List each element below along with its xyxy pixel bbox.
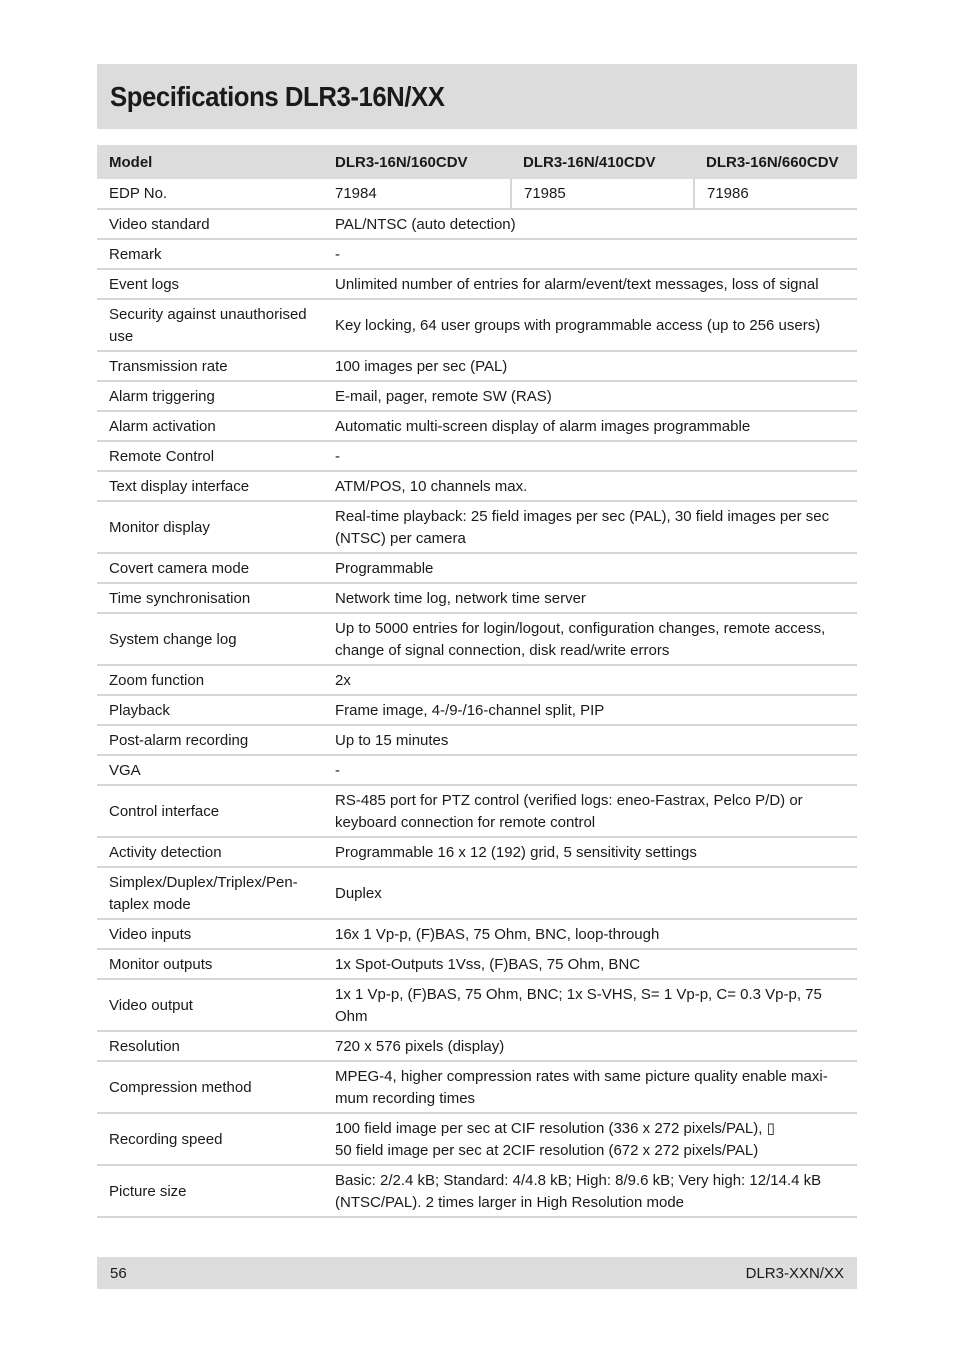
row-label: Video standard	[97, 209, 323, 239]
row-value: Real-time playback: 25 field images per sec (PAL), 30 field images per sec (NTSC) per camera	[323, 501, 857, 553]
table-row	[97, 837, 857, 867]
spec-table	[97, 145, 857, 1218]
row-value: 100 field image per sec at CIF resolution (336 x 272 pixels/PAL), ▯ 50 field image per sec at 2CIF resolution (672 x 272 pixels/PAL)	[323, 1113, 857, 1165]
row-value: 16x 1 Vp-p, (F)BAS, 75 Ohm, BNC, loop-through	[323, 919, 857, 949]
row-value: -	[323, 239, 857, 269]
table-row	[97, 1165, 857, 1217]
row-value: Key locking, 64 user groups with programmable access (up to 256 users)	[323, 299, 857, 351]
table-row-edp	[97, 179, 857, 209]
table-row	[97, 553, 857, 583]
table-row	[97, 867, 857, 919]
edp-value-410cdv: 71985	[511, 179, 694, 209]
row-label: Text display interface	[97, 471, 323, 501]
row-label: Covert camera mode	[97, 553, 323, 583]
row-label: Control interface	[97, 785, 323, 837]
row-value: -	[323, 441, 857, 471]
row-value: Basic: 2/2.4 kB; Standard: 4/4.8 kB; High: 8/9.6 kB; Very high: 12/14.4 kB (NTSC/PAL). 2 times larger in High Resolution mode	[323, 1165, 857, 1217]
header-model: Model	[97, 145, 323, 179]
row-label: System change log	[97, 613, 323, 665]
row-value: 1x Spot-Outputs 1Vss, (F)BAS, 75 Ohm, BNC	[323, 949, 857, 979]
row-label: Simplex/Duplex/Triplex/Pen-taplex mode	[97, 867, 323, 919]
edp-value-660cdv: 71986	[694, 179, 857, 209]
row-value: RS-485 port for PTZ control (verified logs: eneo-Fastrax, Pelco P/D) or keyboard connection for remote control	[323, 785, 857, 837]
row-label: EDP No.	[97, 179, 323, 209]
header-model-160cdv: DLR3-16N/160CDV	[323, 145, 511, 179]
table-header-row	[97, 145, 857, 179]
row-value: Automatic multi-screen display of alarm images programmable	[323, 411, 857, 441]
row-label: Zoom function	[97, 665, 323, 695]
row-label: Alarm triggering	[97, 381, 323, 411]
table-row	[97, 1113, 857, 1165]
row-value: Duplex	[323, 867, 857, 919]
document-name: DLR3-XXN/XX	[745, 1264, 844, 1282]
row-value: 1x 1 Vp-p, (F)BAS, 75 Ohm, BNC; 1x S-VHS, S= 1 Vp-p, C= 0.3 Vp-p, 75 Ohm	[323, 979, 857, 1031]
table-row	[97, 583, 857, 613]
row-label: Transmission rate	[97, 351, 323, 381]
row-value: Up to 15 minutes	[323, 725, 857, 755]
table-row	[97, 949, 857, 979]
row-value: PAL/NTSC (auto detection)	[323, 209, 857, 239]
row-value: 720 x 576 pixels (display)	[323, 1031, 857, 1061]
table-row	[97, 979, 857, 1031]
page-number: 56	[110, 1264, 127, 1282]
table-row	[97, 411, 857, 441]
table-row	[97, 613, 857, 665]
table-row	[97, 1031, 857, 1061]
row-value: Programmable	[323, 553, 857, 583]
table-row	[97, 919, 857, 949]
header-model-660cdv: DLR3-16N/660CDV	[694, 145, 857, 179]
table-row	[97, 785, 857, 837]
edp-value-160cdv: 71984	[323, 179, 511, 209]
row-label: Playback	[97, 695, 323, 725]
table-row	[97, 695, 857, 725]
row-value: ATM/POS, 10 channels max.	[323, 471, 857, 501]
row-label: Event logs	[97, 269, 323, 299]
table-row	[97, 725, 857, 755]
row-label: Video output	[97, 979, 323, 1031]
table-row	[97, 665, 857, 695]
row-value: -	[323, 755, 857, 785]
table-row	[97, 299, 857, 351]
page-title: Specifications DLR3-16N/XX	[110, 80, 445, 112]
table-row	[97, 501, 857, 553]
title-bar	[97, 64, 857, 129]
table-row	[97, 269, 857, 299]
table-row	[97, 209, 857, 239]
table-row	[97, 381, 857, 411]
row-label: Remote Control	[97, 441, 323, 471]
row-value: Programmable 16 x 12 (192) grid, 5 sensitivity settings	[323, 837, 857, 867]
row-label: Video inputs	[97, 919, 323, 949]
table-row	[97, 239, 857, 269]
row-label: Monitor display	[97, 501, 323, 553]
row-label: Security against unauthorised use	[97, 299, 323, 351]
row-label: Recording speed	[97, 1113, 323, 1165]
row-value: Network time log, network time server	[323, 583, 857, 613]
row-label: Time synchronisation	[97, 583, 323, 613]
table-row	[97, 1061, 857, 1113]
table-row	[97, 351, 857, 381]
row-label: Activity detection	[97, 837, 323, 867]
row-value: Unlimited number of entries for alarm/event/text messages, loss of signal	[323, 269, 857, 299]
row-label: Compression method	[97, 1061, 323, 1113]
row-value: Frame image, 4-/9-/16-channel split, PIP	[323, 695, 857, 725]
row-label: Picture size	[97, 1165, 323, 1217]
row-label: Remark	[97, 239, 323, 269]
row-value: 2x	[323, 665, 857, 695]
footer-bar	[97, 1257, 857, 1289]
row-label: Post-alarm recording	[97, 725, 323, 755]
table-row	[97, 441, 857, 471]
row-label: VGA	[97, 755, 323, 785]
row-value: Up to 5000 entries for login/logout, configuration changes, remote access, change of signal connection, disk read/write errors	[323, 613, 857, 665]
table-row	[97, 471, 857, 501]
row-label: Resolution	[97, 1031, 323, 1061]
row-value: MPEG-4, higher compression rates with same picture quality enable maxi-mum recording times	[323, 1061, 857, 1113]
header-model-410cdv: DLR3-16N/410CDV	[511, 145, 694, 179]
row-label: Alarm activation	[97, 411, 323, 441]
row-value: 100 images per sec (PAL)	[323, 351, 857, 381]
row-label: Monitor outputs	[97, 949, 323, 979]
table-row	[97, 755, 857, 785]
row-value: E-mail, pager, remote SW (RAS)	[323, 381, 857, 411]
